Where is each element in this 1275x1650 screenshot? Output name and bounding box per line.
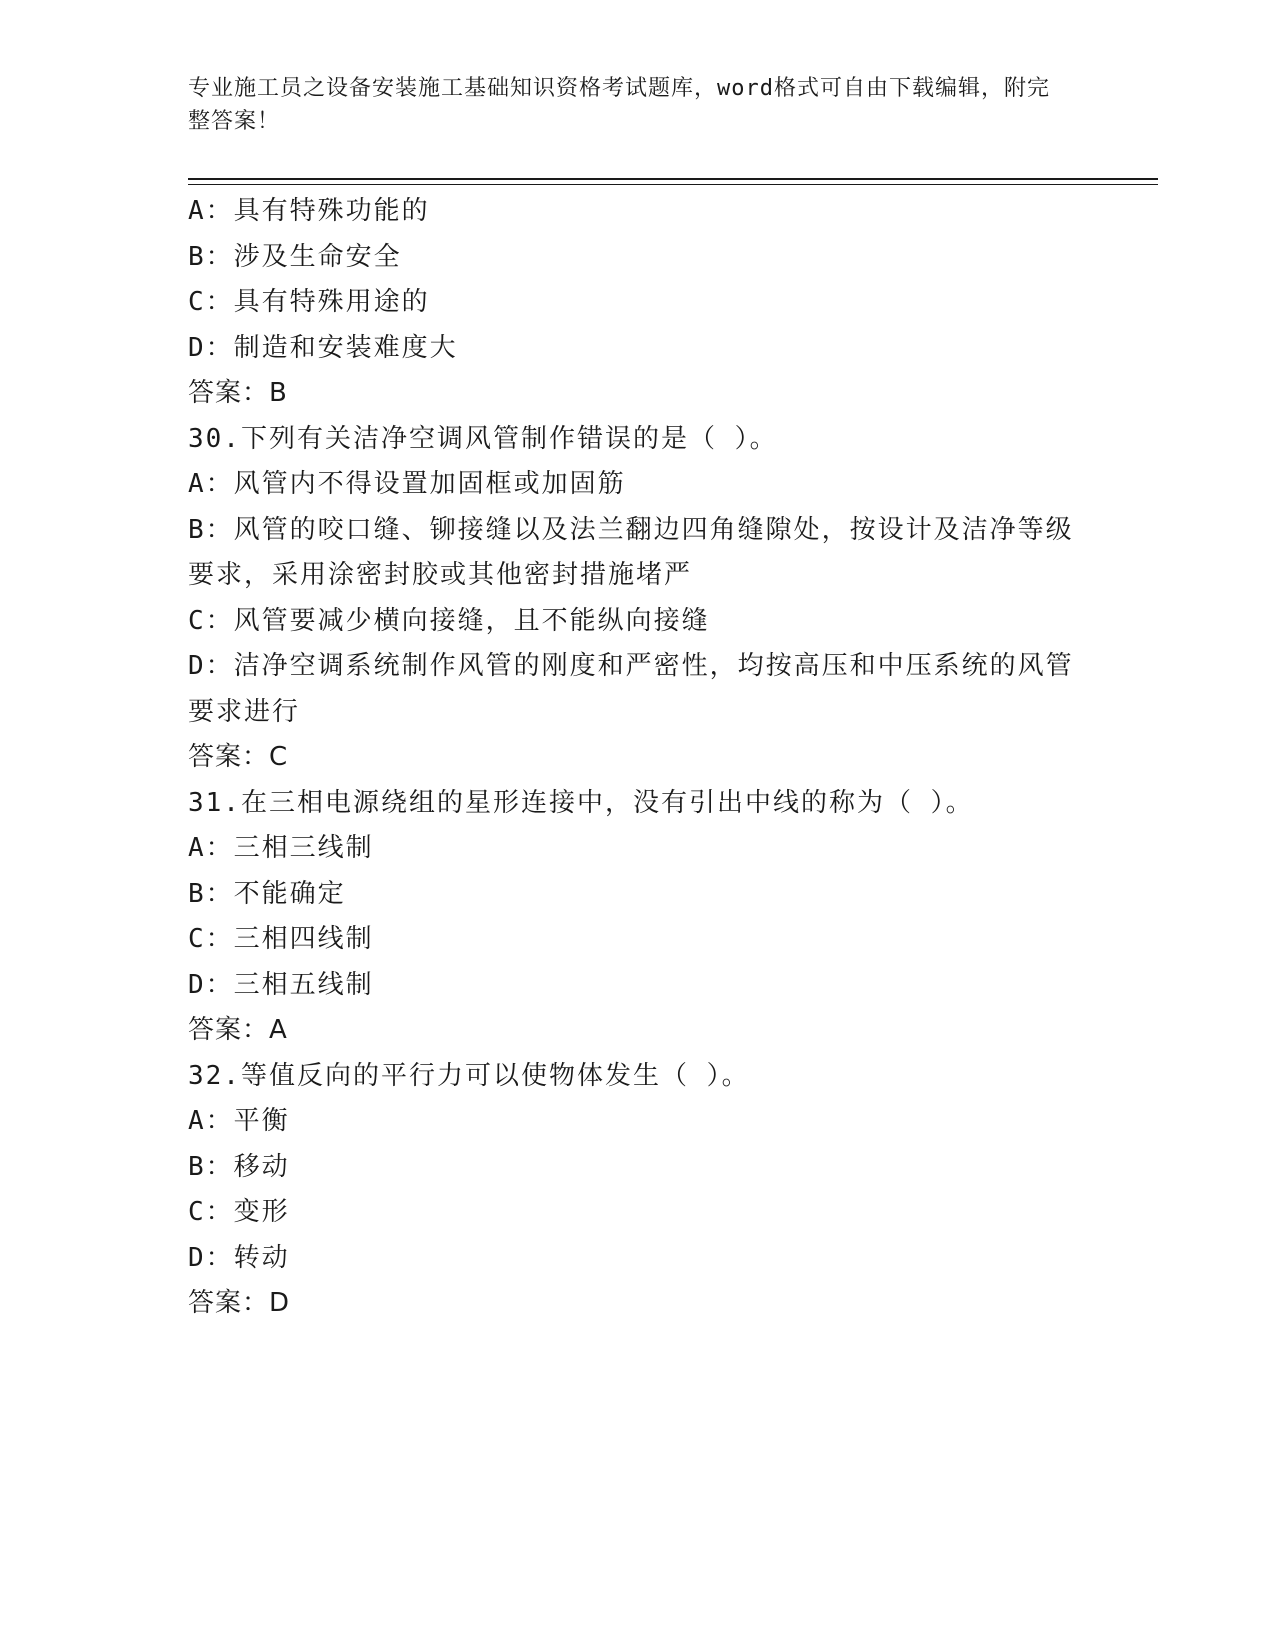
question-text: 30.下列有关洁净空调风管制作错误的是（ ）。	[188, 423, 778, 454]
option-b: B：风管的咬口缝、铆接缝以及法兰翻边四角缝隙处，按设计及洁净等级要求，采用涂密封胶或其他密封措施堵严	[188, 514, 1074, 590]
question-text: 31.在三相电源绕组的星形连接中，没有引出中线的称为（ ）。	[188, 787, 974, 818]
option-a: A：具有特殊功能的	[188, 196, 430, 226]
header-rule-thin	[188, 184, 1158, 185]
page-header: 专业施工员之设备安装施工基础知识资格考试题库，word格式可自由下载编辑，附完整答案！	[188, 76, 1050, 134]
option-c: C：风管要减少横向接缝，且不能纵向接缝	[188, 605, 710, 636]
option-d: D：三相五线制	[188, 969, 374, 1000]
option-d: D：洁净空调系统制作风管的刚度和严密性，均按高压和中压系统的风管要求进行	[188, 651, 1074, 727]
option-a: A：三相三线制	[188, 833, 374, 863]
answer-line: 答案：D	[188, 1288, 291, 1318]
question-block-29	[188, 189, 1088, 417]
option-c: C：三相四线制	[188, 924, 374, 954]
question-text: 32.等值反向的平行力可以使物体发生（ ）。	[188, 1060, 750, 1091]
answer-line: 答案：C	[188, 742, 289, 772]
option-b: B：移动	[188, 1151, 290, 1182]
option-d: D：制造和安装难度大	[188, 332, 458, 363]
answer-line: 答案：B	[188, 378, 288, 408]
option-a: A：风管内不得设置加固框或加固筋	[188, 469, 626, 499]
answer-line: 答案：A	[188, 1015, 288, 1045]
option-b: B：不能确定	[188, 878, 346, 909]
option-a: A：平衡	[188, 1106, 290, 1136]
option-b: B：涉及生命安全	[188, 241, 402, 272]
question-block-30	[188, 417, 1088, 781]
document-body	[188, 189, 1088, 1327]
option-c: C：具有特殊用途的	[188, 287, 430, 317]
question-block-31	[188, 781, 1088, 1054]
question-block-32	[188, 1054, 1088, 1327]
header-rule-thick	[188, 178, 1158, 180]
option-d: D：转动	[188, 1242, 290, 1273]
option-c: C：变形	[188, 1197, 290, 1227]
